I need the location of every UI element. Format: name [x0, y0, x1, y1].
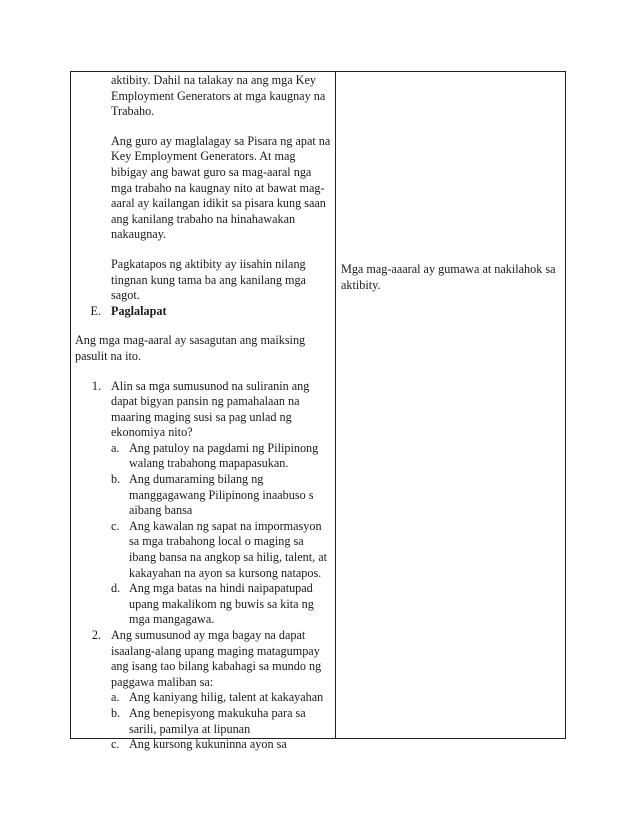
question-1-options	[111, 441, 331, 628]
activity-paragraph-2: Ang guro ay maglalagay sa Pisara ng apat na Key Employment Generators. At mag bibigay ang bawat guro sa mag-aaral nga mga trabaho na kaugnay nito at bawat mag-aaral ay kailangan idikit sa pisara kung saan ang kanilang trabaho na hinahawakan nakaugnay.	[111, 133, 331, 242]
section-e-heading	[75, 304, 331, 320]
column-divider	[335, 72, 336, 738]
section-e-letter: E.	[90, 303, 101, 318]
question-number: 1.	[91, 378, 101, 393]
question-2-options	[111, 690, 331, 752]
activity-paragraph-3: Pagkatapos ng aktibity ay iisahin nilang tingnan kung tama ba ang kanilang mga sagot.	[111, 256, 306, 303]
option-text: Ang kaniyang hilig, talent at kakayahan	[129, 690, 324, 705]
lesson-table	[70, 71, 566, 752]
option-item	[111, 690, 331, 706]
option-letter: b.	[111, 472, 121, 487]
section-e-title: Paglalapat	[111, 303, 167, 318]
quiz-intro: Ang mga mag-aaral ay sasagutan ang maiksing pasulit na ito.	[75, 333, 306, 363]
option-letter: a.	[111, 690, 120, 705]
question-text: Alin sa mga sumusunod na suliranin ang dapat bigyan pansin ng pamahalaan na maaring maging susi sa pag unlad ng ekonomiya nito?	[111, 378, 310, 440]
option-item	[111, 472, 331, 519]
student-response-text: Mga mag-aaaral ay gumawa at nakilahok sa aktibity.	[341, 262, 556, 292]
question-text: Ang sumusunod ay mga bagay na dapat isaalang-alang upang maging matagumpay ang isang tao bilang kabahagi sa mundo ng paggawa maliban sa:	[111, 628, 322, 689]
question-2	[75, 628, 331, 690]
activity-paragraph-1: aktibity. Dahil na talakay na ang mga Key Employment Generators at mga kaugnay na Trabaho.	[111, 73, 326, 119]
option-item	[111, 581, 331, 628]
option-letter: c.	[111, 518, 120, 533]
question-number: 2.	[91, 628, 101, 642]
option-text: Ang kursong kukuninna ayon sa	[129, 737, 287, 752]
option-letter: b.	[111, 705, 121, 720]
option-item	[111, 441, 331, 472]
option-item	[111, 737, 331, 753]
option-letter: a.	[111, 440, 120, 455]
question-1	[75, 379, 331, 441]
option-letter: d.	[111, 581, 121, 596]
option-text: Ang kawalan ng sapat na impormasyon sa mga trabahong local o maging sa ibang bansa na angkop sa hilig, talent, at kakayahan na ayon sa kursong natapos.	[129, 518, 327, 580]
student-activity-column	[341, 262, 563, 293]
option-letter: c.	[111, 737, 120, 752]
option-text: Ang benepisyong makukuha para sa sarili, pamilya at lipunan	[129, 705, 306, 736]
option-text: Ang patuloy na pagdami ng Pilipinong walang trabahong mapapasukan.	[129, 440, 319, 471]
option-text: Ang mga batas na hindi naipapatupad upang makalikom ng buwis sa kita ng mga mangagawa.	[129, 581, 314, 627]
option-text: Ang dumaraming bilang ng manggagawang Pilipinong inaabuso s aibang bansa	[129, 472, 314, 518]
option-item	[111, 706, 331, 737]
option-item	[111, 519, 331, 581]
teacher-activity-column	[75, 73, 331, 753]
